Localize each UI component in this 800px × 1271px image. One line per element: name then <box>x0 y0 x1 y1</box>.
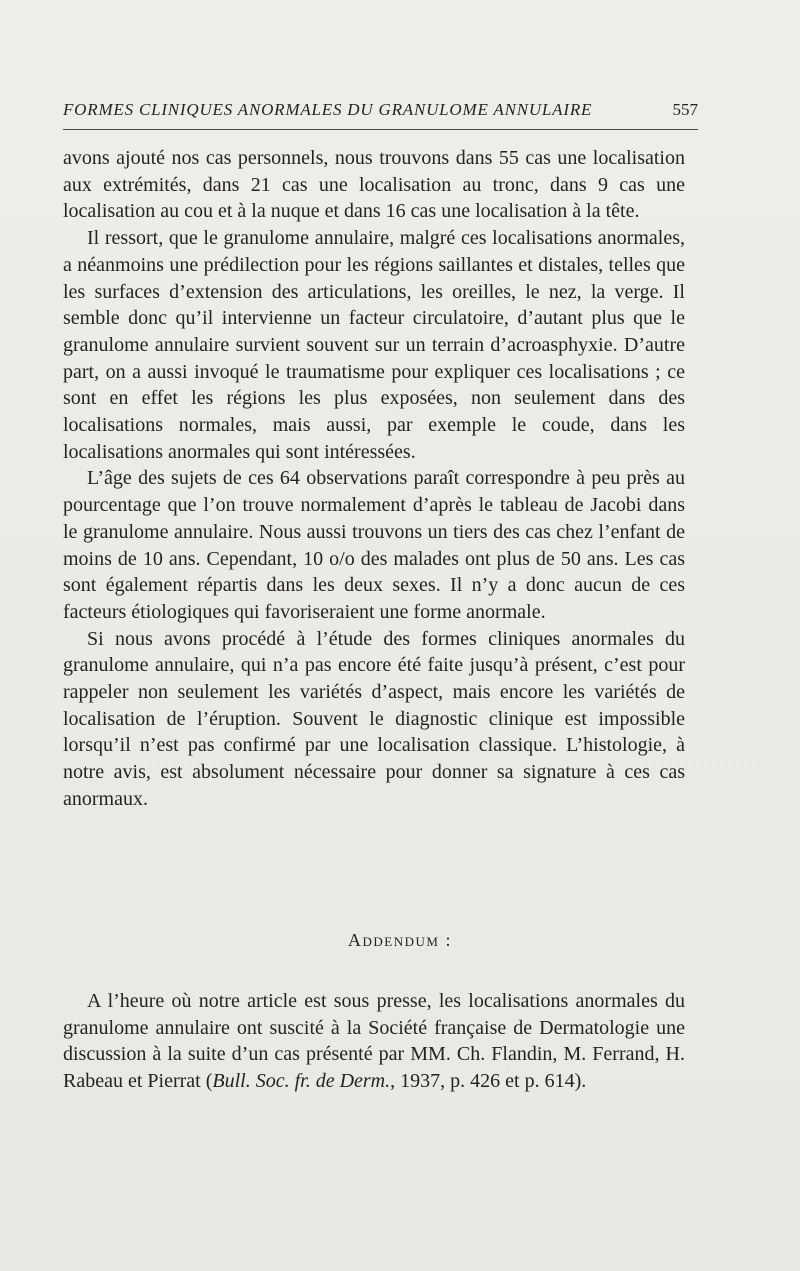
page-number: 557 <box>672 100 698 119</box>
addendum-citation-journal: Bull. Soc. fr. de Derm. <box>212 1070 391 1093</box>
addendum-citation-rest: , 1937, p. 426 et p. 614). <box>390 1070 587 1093</box>
header-rule <box>63 129 698 130</box>
addendum-text: A l’heure où notre article est sous presse, les localisations anormales du granulome annulaire ont suscité à la Société française de Dermatologie une discussion à la suite d’un cas présenté par MM. Ch. Flandin, M. Ferrand, H. Rabeau et Pierrat ( <box>63 990 685 1093</box>
paragraph: Si nous avons procédé à l’étude des formes cliniques anormales du granulome annulaire, qui n’a pas encore été faite jusqu’à présent, c’est pour rappeler non seulement les variétés d’aspect, mais encore les variétés de localisation de l’éruption. Souvent le diagnostic clinique est impossible lorsqu’il n’est pas confirmé par une localisation classique. L’histologie, à notre avis, est absolument nécessaire pour donner sa signature à ces cas anormaux. <box>63 627 685 810</box>
paragraph: L’âge des sujets de ces 64 observations paraît correspondre à peu près au pourcentage que l’on trouve normalement d’après le tableau de Jacobi dans le granulome annulaire. Nous aussi trouvons un tiers des cas chez l’enfant de moins de 10 ans. Cependant, 10 o/o des malades ont plus de 50 ans. Les cas sont également répartis dans les deux sexes. Il n’y a donc aucun de ces facteurs étiologiques qui favoriseraient une forme anormale. <box>63 467 685 623</box>
body-text <box>63 145 685 813</box>
paragraph: Il ressort, que le granulome annulaire, malgré ces localisations anormales, a néanmoins une prédilection pour les régions saillantes et distales, telles que les surfaces d’extension des articulations, les oreilles, le nez, la verge. Il semble donc qu’il intervienne un facteur circulatoire, d’autant plus que le granulome annulaire survient souvent sur un terrain d’acroasphyxie. D’autre part, on a aussi invoqué le traumatisme pour expliquer ces localisations ; ce sont en effet les régions les plus exposées, non seulement dans des localisations normales, mais aussi, par exemple le coude, dans les localisations anormales qui sont intéressées. <box>63 227 685 463</box>
paragraph: avons ajouté nos cas personnels, nous trouvons dans 55 cas une localisation aux extrémités, dans 21 cas une localisation au tronc, dans 9 cas une localisation au cou et à la nuque et dans 16 cas une localisation à la tête. <box>63 147 685 223</box>
page-header <box>63 100 698 128</box>
addendum-paragraph <box>63 988 685 1095</box>
running-title: FORMES CLINIQUES ANORMALES DU GRANULOME ANNULAIRE <box>63 100 593 119</box>
addendum-title: Addendum : <box>348 930 452 950</box>
